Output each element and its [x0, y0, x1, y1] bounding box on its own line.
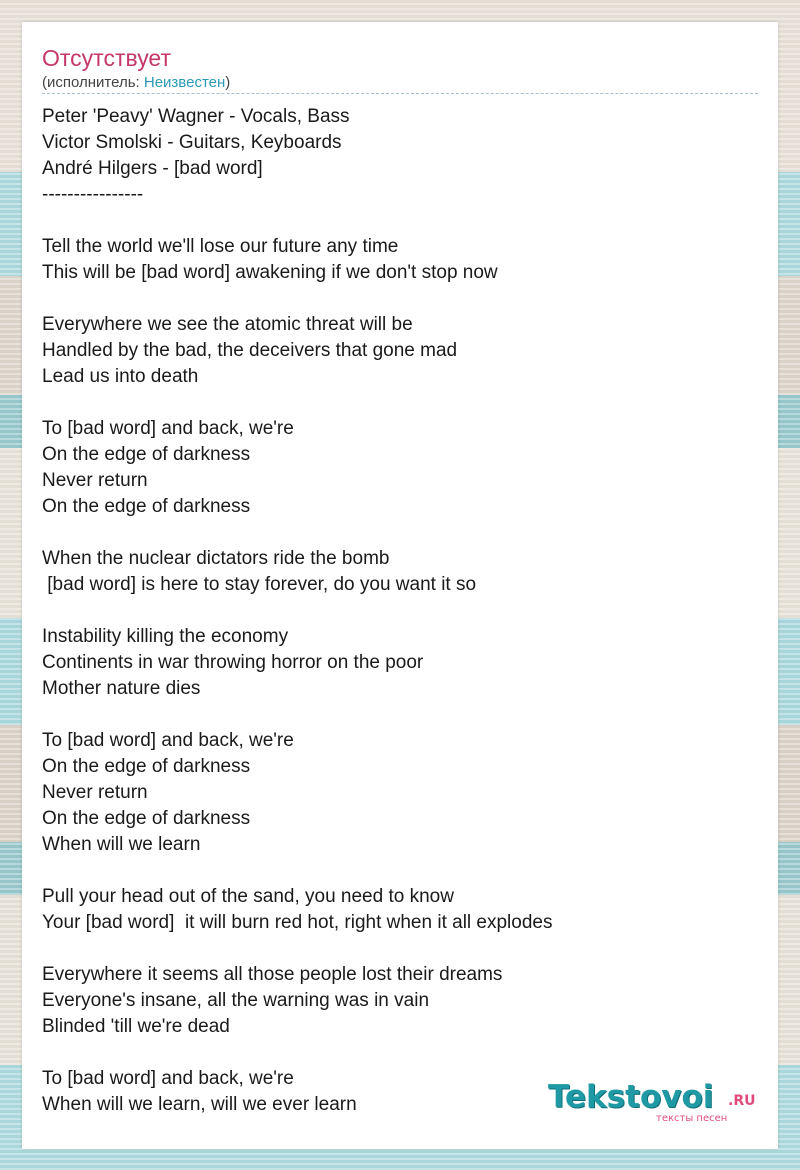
lyric-line [42, 702, 758, 728]
lyric-line [42, 858, 758, 884]
lyrics-text [42, 104, 758, 1118]
lyric-line: Your [bad word] it will burn red hot, right when it all explodes [42, 912, 553, 933]
lyric-line: Blinded 'till we're dead [42, 1016, 230, 1037]
lyrics-card [22, 22, 778, 1149]
lyric-line [42, 208, 758, 234]
artist-suffix: ) [225, 74, 231, 91]
lyric-line: To [bad word] and back, we're [42, 418, 294, 439]
lyric-line [42, 936, 758, 962]
lyric-line: Pull your head out of the sand, you need to know [42, 886, 454, 907]
lyric-line: Tell the world we'll lose our future any time [42, 236, 399, 257]
lyric-line: On the edge of darkness [42, 496, 251, 517]
lyric-line: André Hilgers - [bad word] [42, 158, 263, 179]
lyric-line: Everyone's insane, all the warning was in vain [42, 990, 430, 1011]
song-title: Отсутствует [42, 45, 171, 71]
lyric-line: Peter 'Peavy' Wagner - Vocals, Bass [42, 106, 350, 127]
lyric-line [42, 286, 758, 312]
lyric-line: Everywhere we see the atomic threat will be [42, 314, 413, 335]
lyric-line [42, 520, 758, 546]
lyric-line: Never return [42, 470, 148, 491]
lyric-line: Continents in war throwing horror on the poor [42, 652, 424, 673]
lyric-line [42, 390, 758, 416]
artist-line [42, 74, 230, 92]
artist-prefix: (исполнитель: [42, 74, 144, 91]
lyric-line [42, 1040, 758, 1066]
lyric-line: On the edge of darkness [42, 756, 251, 777]
lyric-line: ---------------- [42, 184, 144, 205]
lyric-line [42, 598, 758, 624]
lyric-line: Handled by the bad, the deceivers that gone mad [42, 340, 458, 361]
lyric-line: Mother nature dies [42, 678, 201, 699]
lyric-line: Everywhere it seems all those people lost their dreams [42, 964, 503, 985]
logo-tagline: тексты песен [656, 1113, 728, 1124]
lyric-line: On the edge of darkness [42, 808, 251, 829]
lyric-line: Instability killing the economy [42, 626, 289, 647]
lyric-line: To [bad word] and back, we're [42, 730, 294, 751]
lyric-line: To [bad word] and back, we're [42, 1068, 294, 1089]
lyric-line: On the edge of darkness [42, 444, 251, 465]
lyric-line: Never return [42, 782, 148, 803]
lyric-line: Victor Smolski - Guitars, Keyboards [42, 132, 342, 153]
lyric-line: Lead us into death [42, 366, 199, 387]
logo-wordmark: Tekstovoi [548, 1079, 714, 1115]
lyric-line: When will we learn, will we ever learn [42, 1094, 357, 1115]
lyric-line: When the nuclear dictators ride the bomb [42, 548, 390, 569]
artist-link[interactable]: Неизвестен [143, 74, 226, 91]
lyric-line: When will we learn [42, 834, 201, 855]
header-divider [42, 93, 758, 94]
logo-domain: .RU [728, 1093, 756, 1109]
lyric-line: This will be [bad word] awakening if we don't stop now [42, 262, 498, 283]
lyric-line: [bad word] is here to stay forever, do you want it so [42, 574, 477, 595]
site-logo[interactable] [548, 1080, 758, 1130]
